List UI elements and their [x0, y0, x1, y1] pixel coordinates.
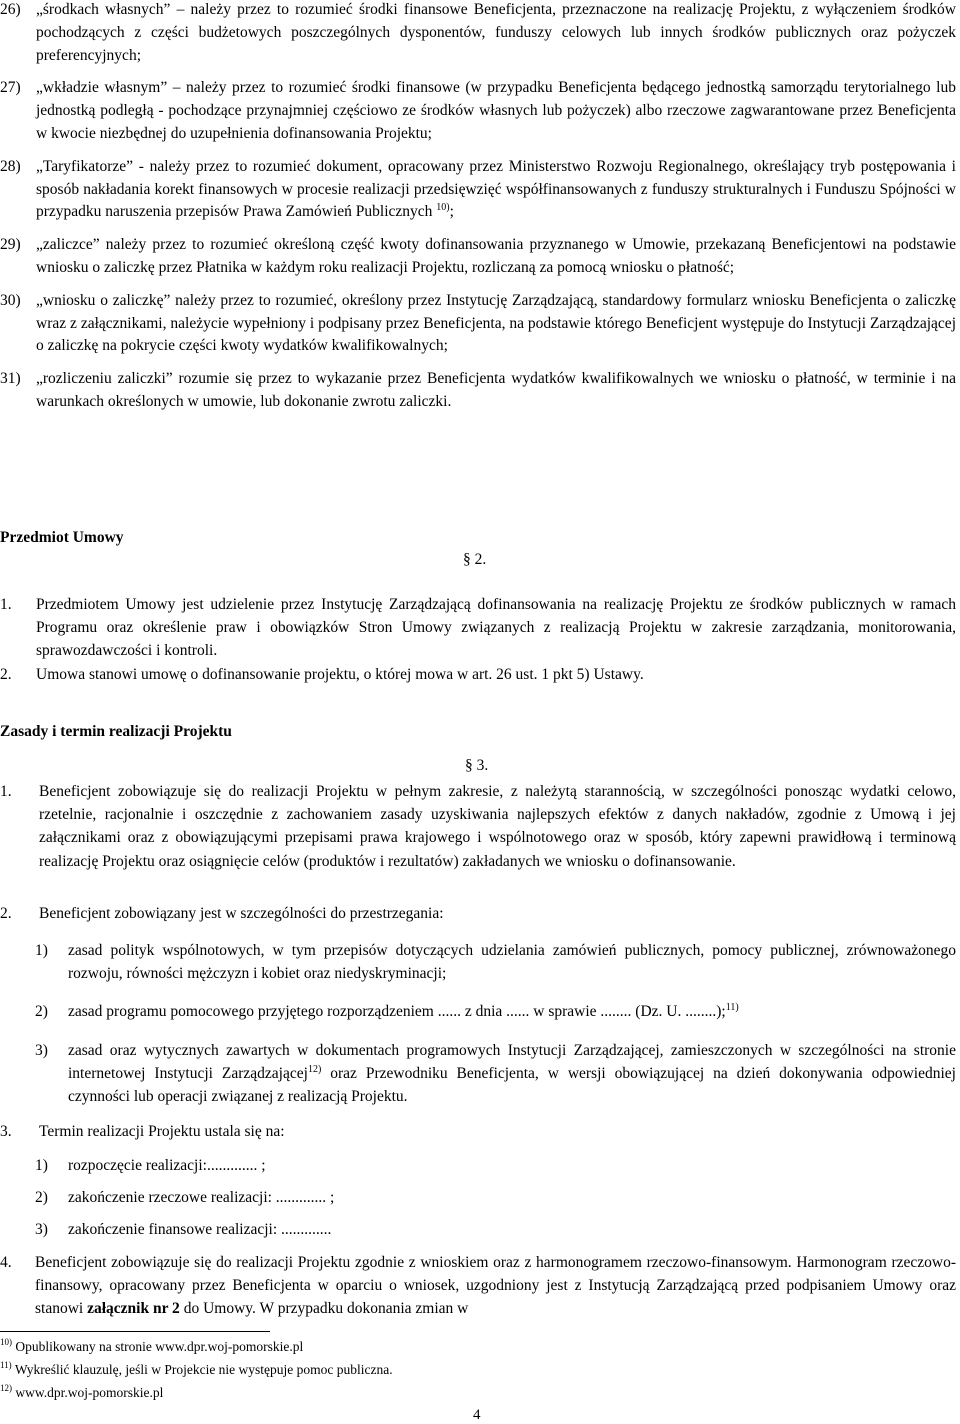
- subitem-number: 3): [35, 1042, 48, 1059]
- item-text: Beneficjent zobowiązuje się do realizacji Projektu w pełnym zakresie, z należytą starannością, w szczególności ponosząc wydatki celowo, rzetelnie, racjonalnie i oszczędnie z zachowaniem zasady uzyskiwania najlepszych efektów z danych nakładów, zgodnie z Umową i jej załącznikami oraz z obowiązującymi przepisami prawa krajowego i wspólnotowego oraz w sposób, który zapewni prawidłową i terminową realizację Projektu oraz osiągnięcie celów (produktów i rezultatów) zakładanych we wniosku o dofinansowanie.: [39, 783, 956, 870]
- section3-item3: [0, 1120, 956, 1143]
- definition-text: „wniosku o zaliczkę” należy przez to rozumieć, określony przez Instytucję Zarządzającą, standardowy formularz wniosku Beneficjenta o zaliczkę wraz z załącznikami, należycie wypełniony i podpisany przez Beneficjenta, na podstawie którego Beneficjent występuje do Instytucji Zarządzającej o zaliczkę na pokrycie części kwoty wydatków kwalifikowalnych;: [36, 291, 956, 355]
- section3-item4: [0, 1251, 956, 1321]
- subitem: [35, 1186, 334, 1209]
- subitem-text: zakończenie finansowe realizacji: .............: [68, 1221, 332, 1238]
- footnote-ref: 11): [725, 1002, 739, 1013]
- definition-text: „zaliczce” należy przez to rozumieć określoną część kwoty dofinansowania przyznanego w Umowie, przekazaną Beneficjentowi na podstawie wniosku o zaliczkę przez Płatnika w każdym roku realizacji Projektu, rozliczaną za pomocą wniosku o płatność;: [36, 236, 956, 276]
- footnote-text: www.dpr.woj-pomorskie.pl: [15, 1385, 164, 1400]
- definition-text: „środkach własnych” – należy przez to rozumieć środki finansowe Beneficjenta, przeznaczone na realizację Projektu, z wyłączeniem środków pochodzących z części budżetowych poszczególnych dysponentów, funduszy celowych lub innych środków publicznych oraz pożyczek preferencyjnych;: [36, 1, 956, 64]
- numbered-item: [0, 780, 956, 873]
- item-number: 1.: [0, 783, 12, 800]
- item-text: Beneficjent zobowiązany jest w szczególności do przestrzegania:: [39, 905, 444, 922]
- section-heading: Przedmiot Umowy: [0, 529, 124, 546]
- numbered-item: [0, 902, 956, 925]
- item-number: 1.: [0, 596, 12, 613]
- definition-item: [0, 290, 956, 358]
- definition-text: „Taryfikatorze” - należy przez to rozumieć dokument, opracowany przez Ministerstwo Rozwoju Regionalnego, określający tryb postępowania i sposób nakładania korekt finansowych w procesie realizacji przedsięwzięć współfinansowanych z funduszy strukturalnych i Funduszu Spójności w przypadku naruszenia przepisów Prawa Zamówień Publicznych: [36, 157, 956, 221]
- footnote: [0, 1385, 163, 1401]
- item-text: Termin realizacji Projektu ustala się na:: [39, 1123, 285, 1140]
- numbered-item: [0, 593, 956, 663]
- item-text: Umowa stanowi umowę o dofinansowanie projektu, o której mowa w art. 26 ust. 1 pkt 5) Ustawy.: [36, 665, 644, 683]
- subitem: [35, 1154, 266, 1177]
- subitem: [35, 1000, 956, 1023]
- subitem-number: 2): [35, 1189, 48, 1206]
- footnote-number: 10): [0, 1337, 12, 1347]
- subitem: [35, 1039, 956, 1109]
- section-heading: Zasady i termin realizacji Projektu: [0, 723, 232, 740]
- definition-number: 29): [0, 236, 21, 254]
- definition-tail: ;: [449, 203, 454, 221]
- section2-items: [0, 593, 956, 686]
- subitem-text: zasad polityk wspólnotowych, w tym przepisów dotyczących udzielania zamówień publicznych, pomocy publicznej, zrównoważonego rozwoju, równości mężczyzn i kobiet oraz niedyskryminacji;: [68, 942, 956, 983]
- item-text-bold: załącznik nr 2: [87, 1300, 180, 1318]
- definition-number: 28): [0, 157, 21, 175]
- item-text-cont: do Umowy. W przypadku dokonania zmian w: [179, 1300, 469, 1318]
- subitem-body: [35, 939, 956, 985]
- definition-item: [0, 368, 956, 414]
- definition-number: 27): [0, 79, 21, 97]
- definition-number: 31): [0, 370, 21, 388]
- footnote-divider: [0, 1331, 270, 1332]
- definition-item: [0, 156, 956, 224]
- item-number: 2.: [0, 665, 12, 683]
- subitem-text: zasad oraz wytycznych zawartych w dokumentach programowych Instytucji Zarządzającej, zamieszczonych w szczególności na stronie internetowej Instytucji Zarządzającej: [68, 1042, 956, 1083]
- subitem: [35, 939, 956, 985]
- item-number: 2.: [0, 905, 12, 922]
- footnote-number: 12): [0, 1383, 12, 1393]
- definition-item: [0, 77, 956, 145]
- definition-item: [0, 0, 956, 67]
- section3-item1: [0, 780, 956, 873]
- subitem: [35, 1218, 331, 1241]
- footnote-number: 11): [0, 1360, 12, 1370]
- paragraph-mark: § 2.: [463, 551, 487, 568]
- subitem-number: 1): [35, 1157, 48, 1174]
- definitions-list: [0, 0, 956, 424]
- footnote: [0, 1362, 393, 1378]
- subitem-text: rozpoczęcie realizacji:............. ;: [68, 1157, 266, 1174]
- paragraph-mark: § 3.: [465, 757, 489, 774]
- footnote: [0, 1339, 303, 1355]
- subitem-number: 1): [35, 942, 48, 959]
- footnote-ref: 10): [436, 202, 450, 214]
- footnote-ref: 12): [307, 1064, 322, 1076]
- numbered-item: [0, 663, 956, 686]
- definition-number: 26): [0, 1, 21, 18]
- footnote-text: Opublikowany na stronie www.dpr.woj-pomorskie.pl: [15, 1339, 304, 1354]
- subitem-text-cont: oraz Przewodniku Beneficjenta, w wersji obowiązującej na dzień dokonywania odpowiedniej czynności lub operacji związanej z realizacją Projektu.: [68, 1065, 956, 1106]
- page-number: 4: [473, 1407, 481, 1423]
- footnote-text: Wykreślić klauzulę, jeśli w Projekcie nie występuje pomoc publiczna.: [14, 1362, 393, 1377]
- subitem-text: zakończenie rzeczowe realizacji: ............. ;: [68, 1189, 335, 1206]
- definition-item: [0, 234, 956, 280]
- item-text: Beneficjent zobowiązuje się do realizacji Projektu zgodnie z wnioskiem oraz z harmonogramem rzeczowo-finansowym. Harmonogram rzeczowo-finansowy, opracowany przez Beneficjenta w oparciu o wniosek, uzgodniony jest z Instytucją Zarządzającą przed podpisaniem Umowy oraz stanowi: [35, 1254, 956, 1318]
- subitem-body: [35, 1039, 956, 1109]
- definition-number: 30): [0, 291, 21, 309]
- subitem-number: 2): [35, 1003, 48, 1020]
- section3-item2: [0, 902, 956, 925]
- item-text: Przedmiotem Umowy jest udzielenie przez Instytucję Zarządzającą dofinansowania na realizację Projektu ze środków publicznych w ramach Programu oraz określenie praw i obowiązków Stron Umowy związanych z realizacją Projektu w zakresie zarządzania, monitorowania, sprawozdawczości i kontroli.: [36, 596, 956, 660]
- subitem-body: [35, 1000, 956, 1023]
- definition-text: „rozliczeniu zaliczki” rozumie się przez to wykazanie przez Beneficjenta wydatków kwalifikowalnych we wniosku o płatność, w terminie i na warunkach określonych w umowie, lub dokonanie zwrotu zaliczki.: [36, 370, 956, 410]
- numbered-item: [0, 1120, 956, 1143]
- subitem-number: 3): [35, 1221, 48, 1238]
- item-number: 3.: [0, 1123, 12, 1140]
- definition-text: „wkładzie własnym” – należy przez to rozumieć środki finansowe (w przypadku Beneficjenta będącego jednostką samorządu terytorialnego lub jednostką podległą - pochodzące przynajmniej częściowo ze środków własnych lub pożyczek) albo rzeczowe zagwarantowane przez Beneficjenta w kwocie niezbędnej do uzupełnienia dofinansowania Projektu;: [36, 79, 956, 142]
- subitem-text: zasad programu pomocowego przyjętego rozporządzeniem ...... z dnia ...... w sprawie ........ (Dz. U. ........);: [68, 1003, 726, 1020]
- item-number: 4.: [0, 1254, 12, 1271]
- numbered-item: [0, 1251, 956, 1321]
